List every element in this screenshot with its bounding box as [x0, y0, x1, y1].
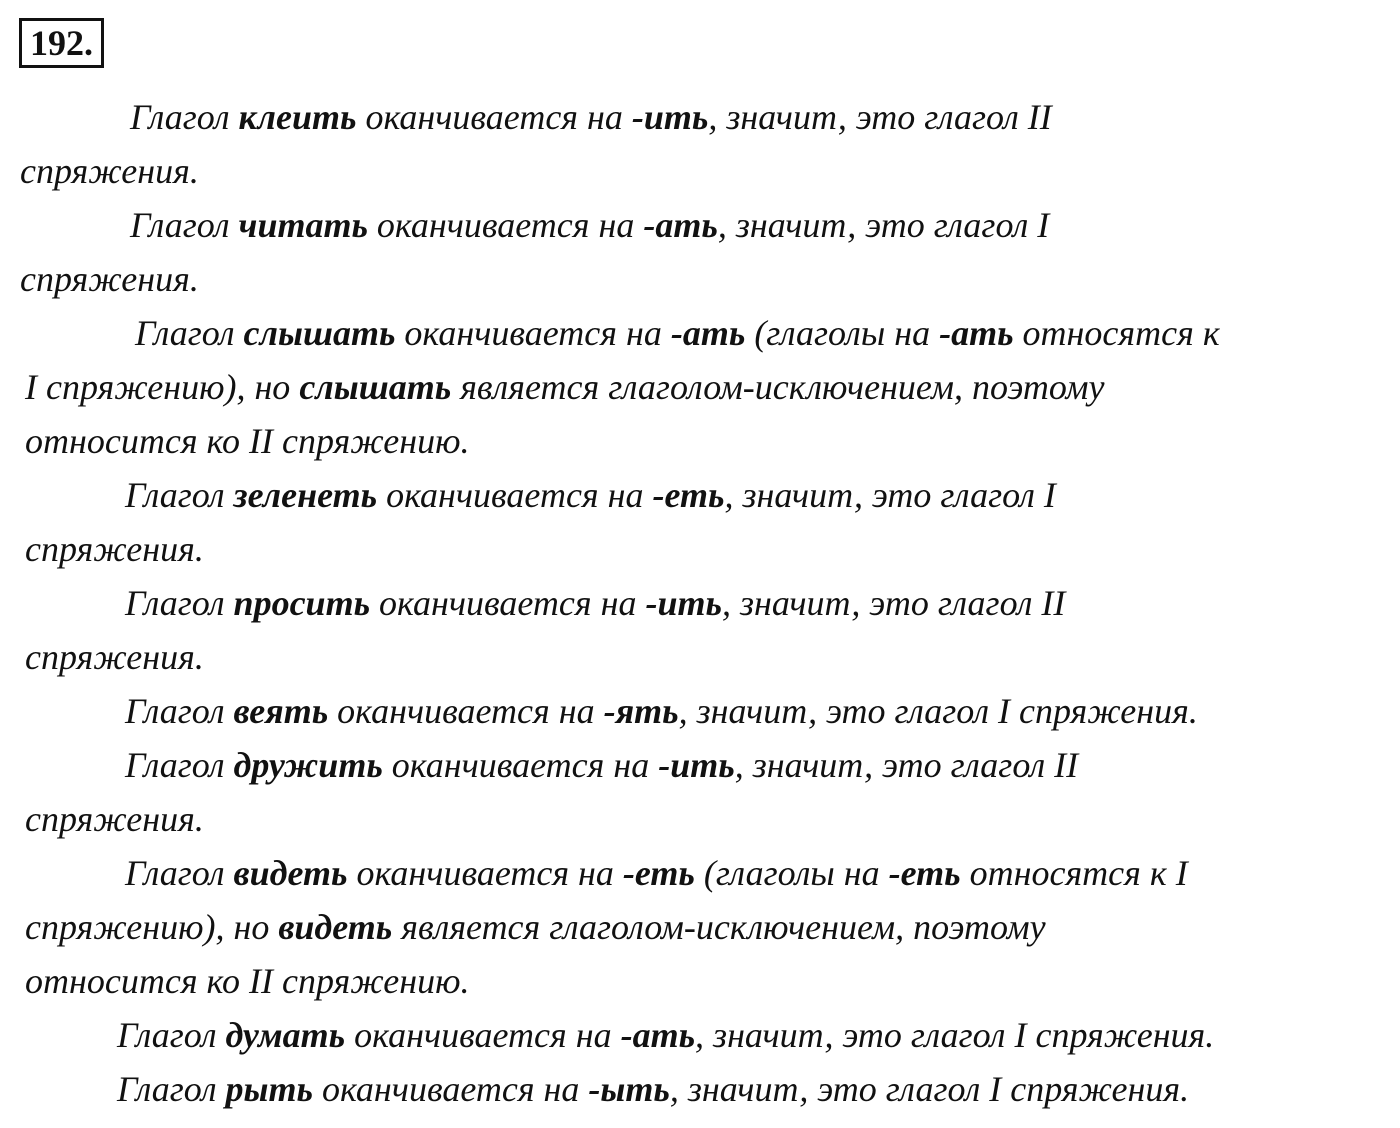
text-line: [117, 1062, 1189, 1116]
bold-term: -ать: [643, 205, 718, 245]
bold-term: читать: [238, 205, 368, 245]
text-segment: оканчивается на: [367, 205, 644, 245]
text-line: [125, 684, 1198, 738]
bold-term: -ять: [603, 691, 679, 731]
bold-term: просить: [233, 583, 371, 623]
text-segment: оканчивается на: [356, 97, 632, 137]
text-segment: , значит, это глагол II: [708, 97, 1052, 137]
text-line: [125, 468, 1056, 522]
bold-term: клеить: [238, 97, 357, 137]
text-segment: оканчивается на: [345, 1015, 621, 1055]
text-segment: Глагол: [125, 583, 234, 623]
bold-term: -ить: [645, 583, 722, 623]
bold-term: -ать: [939, 313, 1014, 353]
text-segment: относятся к: [1013, 313, 1220, 353]
bold-term: -ать: [620, 1015, 696, 1055]
text-line: [125, 846, 1188, 900]
text-line: [25, 414, 469, 468]
bold-term: думать: [225, 1015, 346, 1055]
text-line: [135, 306, 1220, 360]
text-segment: Глагол: [117, 1069, 226, 1109]
text-segment: (глаголы на: [694, 853, 889, 893]
bold-term: -ить: [658, 745, 735, 785]
text-line: [25, 522, 204, 576]
bold-term: веять: [233, 691, 329, 731]
text-segment: Глагол: [135, 313, 244, 353]
text-segment: спряжения.: [25, 529, 204, 569]
text-line: [20, 144, 199, 198]
text-segment: спряжения.: [25, 799, 204, 839]
bold-term: слышать: [299, 367, 452, 407]
text-segment: относится ко II спряжению.: [25, 961, 470, 1001]
text-line: [25, 630, 204, 684]
text-line: [20, 252, 199, 306]
text-segment: Глагол: [117, 1015, 226, 1055]
text-segment: спряжению), но: [25, 907, 279, 947]
text-segment: спряжения.: [20, 151, 199, 191]
text-segment: относится ко II спряжению.: [25, 421, 470, 461]
bold-term: зеленеть: [233, 475, 378, 515]
bold-term: рыть: [225, 1069, 313, 1109]
text-segment: Глагол: [125, 475, 234, 515]
text-line: [130, 90, 1052, 144]
text-segment: оканчивается на: [395, 313, 671, 353]
text-line: [117, 1008, 1214, 1062]
bold-term: -еть: [652, 475, 725, 515]
text-segment: , значит, это глагол I спряжения.: [695, 1015, 1215, 1055]
text-segment: , значит, это глагол I спряжения.: [678, 691, 1198, 731]
text-segment: оканчивается на: [312, 1069, 589, 1109]
bold-term: слышать: [243, 313, 396, 353]
text-segment: Глагол: [125, 745, 234, 785]
text-line: [25, 900, 1046, 954]
text-line: [130, 198, 1049, 252]
text-line: [25, 792, 204, 846]
bold-term: -ать: [670, 313, 746, 353]
text-segment: , значит, это глагол II: [721, 583, 1066, 623]
text-segment: Глагол: [125, 853, 234, 893]
text-line: [25, 954, 469, 1008]
text-segment: спряжения.: [20, 259, 199, 299]
bold-term: видеть: [278, 907, 393, 947]
text-segment: Глагол: [125, 691, 234, 731]
text-segment: , значит, это глагол II: [734, 745, 1079, 785]
text-segment: оканчивается на: [382, 745, 659, 785]
bold-term: -еть: [622, 853, 695, 893]
bold-term: -ыть: [588, 1069, 670, 1109]
bold-term: видеть: [233, 853, 348, 893]
bold-term: -ить: [631, 97, 709, 137]
bold-term: -еть: [888, 853, 961, 893]
text-segment: оканчивается на: [377, 475, 653, 515]
text-segment: Глагол: [130, 97, 239, 137]
text-segment: , значит, это глагол I: [717, 205, 1050, 245]
text-segment: спряжения.: [25, 637, 204, 677]
bold-term: дружить: [233, 745, 383, 785]
text-segment: оканчивается на: [347, 853, 623, 893]
text-segment: I спряжению), но: [25, 367, 300, 407]
text-line: [125, 576, 1065, 630]
text-segment: (глаголы на: [745, 313, 940, 353]
text-line: [25, 360, 1105, 414]
text-segment: , значит, это глагол I: [724, 475, 1056, 515]
text-segment: оканчивается на: [370, 583, 646, 623]
text-line: [125, 738, 1078, 792]
text-segment: , значит, это глагол I спряжения.: [669, 1069, 1190, 1109]
exercise-number: 192.: [19, 18, 104, 68]
text-segment: является глаголом-исключением, поэтому: [392, 907, 1046, 947]
text-segment: является глаголом-исключением, поэтому: [451, 367, 1105, 407]
text-segment: оканчивается на: [328, 691, 604, 731]
text-segment: Глагол: [130, 205, 239, 245]
text-segment: относятся к I: [960, 853, 1188, 893]
